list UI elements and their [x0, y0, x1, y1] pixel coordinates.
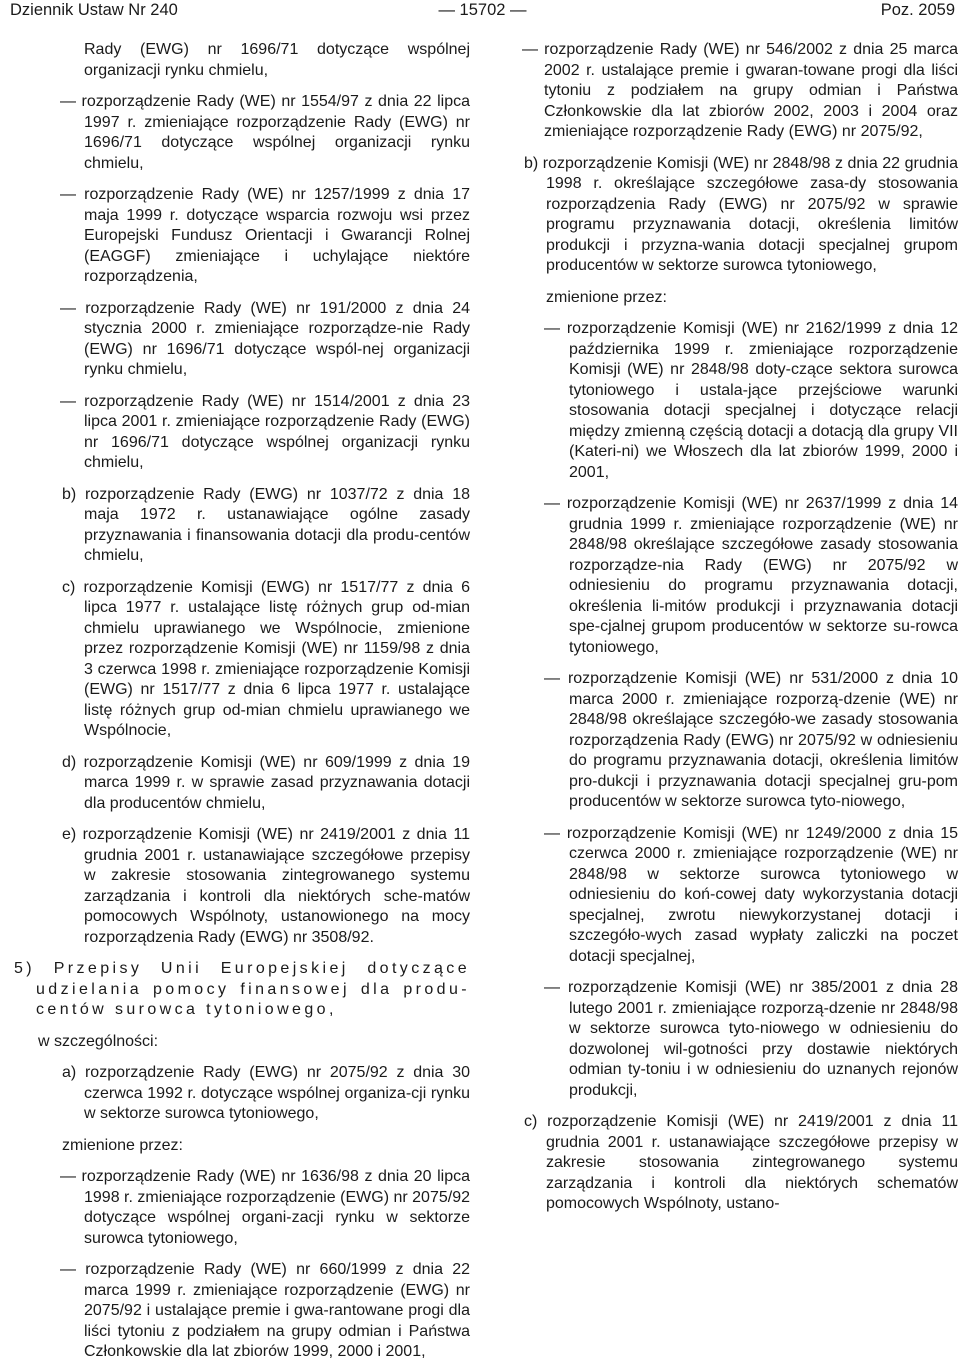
list-item: — rozporządzenie Komisji (WE) nr 2637/1999 z dnia 14 grudnia 1999 r. zmieniające rozporządzenie (WE) nr 2848/98 określające szczegółowe zasady stosowania rozporządze-nia Rady (EWG) nr 2075/92 w odniesieniu do programu przyznawania dotacji, określenia li-mitów produkcji i przyznawania dotacji spe-cjalnej grupom producentów w sektorze su-rowca tytoniowego, — [544, 495, 958, 656]
list-item: c) rozporządzenie Komisji (EWG) nr 1517/77 z dnia 6 lipca 1977 r. ustalające listę różnych grup od-mian chmielu uprawianego we Wspólnocie, zmienione przez rozporządzenie Komisji (WE) nr 1159/98 z dnia 3 czerwca 1998 r. zmieniające rozporządzenie Komisji (EWG) nr 1517/77 z dnia 6 lipca 1977 r. ustalające listę różnych grup od-mian chmielu uprawianego we Wspólnocie, — [62, 578, 470, 739]
list-item: c) rozporządzenie Komisji (WE) nr 2419/2001 z dnia 11 grudnia 2001 r. ustanawiające szczegółowe przepisy w zakresie stosowania zintegrowanego systemu zarządzania i kontroli dla niektórych schematów pomocowych Wspólnoty, ustano- — [524, 1113, 958, 1212]
list-item: b) rozporządzenie Rady (EWG) nr 1037/72 z dnia 18 maja 1972 r. ustanawiające ogólne zasady przyznawania i finansowania dotacji dla produ-centów chmielu, — [62, 485, 470, 564]
list-item: e) rozporządzenie Komisji (WE) nr 2419/2001 z dnia 11 grudnia 2001 r. ustanawiające szczegółowe przepisy w zakresie stosowania zintegrowanego systemu zarządzania i kontroli dla niektórych sche-matów pomocowych Wspólnoty, ustanowionego na mocy rozporządzenia Rady (EWG) nr 3508/92. — [62, 826, 470, 946]
list-item: — rozporządzenie Rady (WE) nr 660/1999 z dnia 22 marca 1999 r. zmieniające rozporządzenie (EWG) nr 2075/92 i ustalające premie i gwa-rantowane progi dla liści tytoniu z podziałem na grupy odmian i Państwa Członkowskie dla lat zbiorów 1999, 2000 i 2001, — [60, 1261, 470, 1360]
list-item: zmienione przez: — [546, 288, 667, 306]
section-heading: 5) Przepisy Unii Europejskiej dotyczące udzielania pomocy finansowej dla produ-centów surowca tytoniowego, — [14, 960, 470, 1018]
list-item: — rozporządzenie Rady (WE) nr 1636/98 z dnia 20 lipca 1998 r. zmieniające rozporządzenie (EWG) nr 2075/92 dotyczące wspólnej organi-zacji rynku w sektorze surowca tytoniowego, — [60, 1168, 470, 1247]
list-item: — rozporządzenie Rady (WE) nr 191/2000 z dnia 24 stycznia 2000 r. zmieniające rozporządze-nie Rady (EWG) nr 1696/71 dotyczące wspól-nej organizacji rynku chmielu, — [60, 299, 470, 378]
left-column — [0, 40, 470, 1363]
list-item: — rozporządzenie Rady (WE) nr 1514/2001 z dnia 23 lipca 2001 r. zmieniające rozporządzenie Rady (EWG) nr 1696/71 dotyczące wspólnej organizacji rynku chmielu, — [60, 392, 470, 471]
list-item: — rozporządzenie Rady (WE) nr 1257/1999 z dnia 17 maja 1999 r. dotyczące wsparcia rozwoju wsi przez Europejski Fundusz Orientacji i Gwarancji Rolnej (EAGGF) zmieniające i uchylające niektóre rozporządzenia, — [60, 186, 470, 285]
list-item: d) rozporządzenie Komisji (WE) nr 609/1999 z dnia 19 marca 1999 r. w sprawie zasad przyznawania dotacji dla producentów chmielu, — [62, 753, 470, 812]
list-item: — rozporządzenie Komisji (WE) nr 385/2001 z dnia 28 lutego 2001 r. zmieniające rozporzą-dzenie nr 2848/98 w sektorze surowca tyto-niowego w odniesieniu do dozwolonej wil-gotności przy dostawie niektórych odmian ty-toniu i w odniesieniu do uznanych rejonów produkcji, — [544, 979, 958, 1099]
page-number: — 15702 — — [438, 1, 527, 19]
list-item: w szczególności: — [38, 1032, 159, 1050]
list-item: — rozporządzenie Rady (WE) nr 1554/97 z dnia 22 lipca 1997 r. zmieniające rozporządzenie Rady (EWG) nr 1696/71 dotyczące wspólnej organizacji rynku chmielu, — [60, 93, 470, 172]
list-item: — rozporządzenie Komisji (WE) nr 2162/1999 z dnia 12 października 1999 r. zmieniające rozporządzenie Komisji (WE) nr 2848/98 doty-czące sektora surowca tytoniowego i ustala-jące przejściowe warunki stosowania dotacji specjalnej i dotyczące relacji między zmienną częścią dotacji a dotacją dla grupy VII (Kateri-ni) we Włoszech dla lat zbiorów 1999, 2000 i 2001, — [544, 320, 958, 481]
list-item: Rady (EWG) nr 1696/71 dotyczące wspólnej organizacji rynku chmielu, — [84, 41, 470, 79]
journal-title: Dziennik Ustaw Nr 240 — [10, 1, 178, 19]
list-item: a) rozporządzenie Rady (EWG) nr 2075/92 z dnia 30 czerwca 1992 r. dotyczące wspólnej organiza-cji rynku w sektorze surowca tytoniowego, — [62, 1064, 470, 1122]
list-item: b) rozporządzenie Komisji (WE) nr 2848/98 z dnia 22 grudnia 1998 r. określające szczegółowe zasa-dy stosowania rozporządzenia Rady (EWG) nr 2075/92 w sprawie programu przyznawania dotacji, określenia limitów produkcji i przyzna-wania dotacji specjalnej grupom producentów w sektorze surowca tytoniowego, — [524, 154, 958, 274]
position-number: Poz. 2059 — [880, 1, 955, 19]
page-header — [10, 0, 955, 20]
list-item: — rozporządzenie Komisji (WE) nr 1249/2000 z dnia 15 czerwca 2000 r. zmieniające rozporządzenie (WE) nr 2848/98 w sektorze surowca tytoniowego w odniesieniu do koń-cowej daty wykorzystania dotacji specjalnej, zwrotu niewykorzystanej dotacji i szczegóło-wych zasad wypłaty zaliczki na poczet dotacji specjalnej, — [544, 824, 958, 965]
list-item: zmienione przez: — [62, 1136, 183, 1154]
list-item: — rozporządzenie Komisji (WE) nr 531/2000 z dnia 10 marca 2000 r. zmieniające rozporzą-dzenie (WE) nr 2848/98 określające szczegóło-we zasady stosowania rozporządzenia Rady (EWG) nr 2075/92 w odniesieniu do programu przyznawania dotacji, określenia limitów pro-dukcji i przyznawania dotacji specjalnej gru-pom producentów w sektorze surowca tyto-niowego, — [544, 670, 958, 810]
list-item: — rozporządzenie Rady (WE) nr 546/2002 z dnia 25 marca 2002 r. ustalające premie i gwaran-towane progi dla liści tytoniu z podziałem na grupy odmian i Państwa Członkowskie dla lat zbiorów 2002, 2003 i 2004 oraz zmieniające rozporządzenie Rady (EWG) nr 2075/92, — [522, 41, 958, 140]
right-column — [522, 40, 958, 1215]
